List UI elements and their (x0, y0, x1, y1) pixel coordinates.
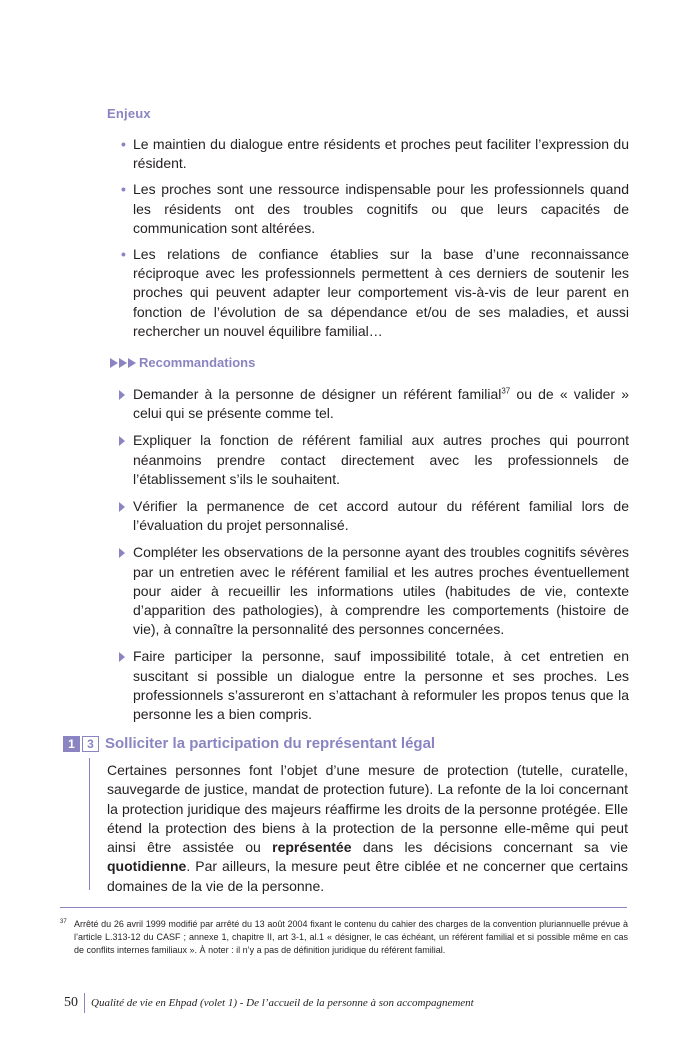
triangle-bullet-icon (119, 652, 125, 662)
list-item (121, 180, 629, 238)
list-item (119, 497, 629, 535)
reco-text: Faire participer la personne, sauf impossibilité totale, à cet entretien en suscitant si possible un dialogue entre la personne et ses proches. Les professionnels s’assureront en s’attachant à reformuler les propos tenus que la personne les a bien compris. (133, 648, 629, 723)
footnote (60, 918, 628, 957)
bullet-dot-icon: • (121, 136, 126, 152)
page-footer (64, 993, 474, 1013)
triangle-bullet-icon (119, 548, 125, 558)
reco-text: Vérifier la permanence de cet accord autour du référent familial lors de l’évaluation du projet personnalisé. (133, 498, 629, 534)
reco-text: Expliquer la fonction de référent familial aux autres proches qui pourront néanmoins prendre contact directement avec les professionnels de l’établissement s’ils le souhaitent. (133, 432, 629, 487)
footnote-text: Arrêté du 26 avril 1999 modifié par arrêté du 13 août 2004 fixant le contenu du cahier des charges de la convention pluriannuelle prévue à l’article L.313-12 du CASF ; annexe 1, chapitre II, art 3-1, al.1 « désigner, le cas échéant, un référent familial et si possible même en cas de conflits internes familiaux ». À noter : il n’y a pas de définition juridique du référent familial. (74, 919, 628, 955)
emphasis-text: quotidienne (107, 858, 187, 875)
recommandations-heading (110, 355, 255, 370)
triangle-bullet-icon (119, 390, 125, 400)
list-item (119, 431, 629, 489)
emphasis-text: représentée (272, 839, 352, 856)
list-item (119, 385, 629, 423)
reco-text: Demander à la personne de désigner un référent familial (133, 386, 502, 402)
triangle-bullet-icon (119, 502, 125, 512)
footnote-ref[interactable]: 37 (501, 386, 511, 396)
bullet-text: Les relations de confiance établies sur la base d’une reconnaissance réciproque avec les professionnels permettent à ces derniers de soutenir les proches qui peuvent adapter leur comportement vis-à-vis de leur parent en fonction de l’évolution de sa dépendance et/ou de ses maladies, et aussi rechercher un nouvel équilibre familial… (133, 246, 629, 339)
section-heading (63, 735, 435, 752)
section-divider (89, 758, 90, 890)
reco-text: ou de « valider » celui qui se présente comme tel. (133, 386, 629, 422)
paragraph-text: dans les décisions concernant sa vie (351, 839, 628, 856)
enjeux-heading: Enjeux (107, 106, 151, 121)
list-item (121, 135, 629, 173)
enjeux-list (121, 135, 629, 348)
triangle-bullet-icon (119, 436, 125, 446)
list-item (121, 245, 629, 341)
list-item (119, 543, 629, 639)
bullet-text: Le maintien du dialogue entre résidents et proches peut faciliter l’expression du résident. (133, 136, 629, 172)
recommandations-list (119, 385, 629, 732)
section-paragraph (107, 761, 628, 896)
bullet-dot-icon: • (121, 246, 126, 263)
section-number-1: 1 (63, 736, 80, 752)
page-number: 50 (64, 995, 78, 1010)
reco-text: Compléter les observations de la personne ayant des troubles cognitifs sévères par un entretien avec le référent familial et les autres proches éventuellement pour aider à recueillir les informations utiles (habitudes de vie, contexte d’apparition des pathologies), à comprendre les comportements (histoire de vie), à connaître la personnalité des personnes concernées. (133, 544, 629, 638)
section-title: Solliciter la participation du représentant légal (105, 735, 436, 752)
recommandations-title: Recommandations (139, 355, 256, 370)
footnote-number: 37 (60, 919, 67, 925)
bullet-text: Les proches sont une ressource indispensable pour les professionnels quand les résidents ont des troubles cognitifs ou que leurs capacités de communication sont altérées. (133, 181, 629, 236)
triple-arrow-icon (110, 358, 136, 368)
paragraph-text: Certaines personnes font l’objet d’une mesure de protection (tutelle, curatelle, sauvegarde de justice, mandat de protection future). La refonte de la loi concernant la protection juridique des majeurs réaffirme les droits de la personne protégée. Elle étend la protection des biens à la protection de la personne elle-même qui peut ainsi être assistée ou (107, 762, 628, 856)
footnote-rule (60, 907, 627, 908)
paragraph-text: . Par ailleurs, la mesure peut être ciblée et ne concerner que certains domaines de la vie de la personne. (107, 858, 628, 894)
bullet-dot-icon: • (121, 181, 126, 198)
section-number-2: 3 (82, 736, 99, 752)
list-item (119, 647, 629, 724)
footer-separator (84, 993, 85, 1013)
footer-title: Qualité de vie en Ehpad (volet 1) - De l’accueil de la personne à son accompagnement (91, 997, 474, 1009)
